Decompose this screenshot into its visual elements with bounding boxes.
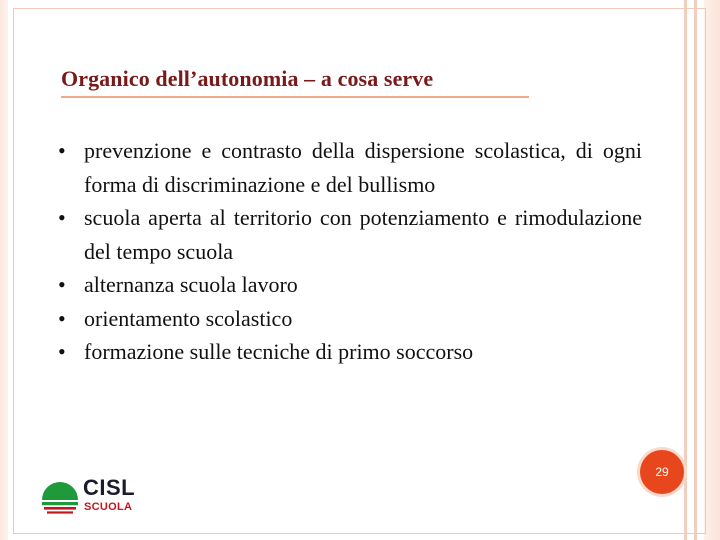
bullet-item xyxy=(58,201,642,268)
bullet-list xyxy=(58,134,642,369)
logo-subtitle: SCUOLA xyxy=(84,501,133,513)
title-underline xyxy=(61,96,529,98)
bullet-glyph: • xyxy=(58,305,66,331)
bullet-item xyxy=(58,335,642,369)
bullet-text: prevenzione e contrasto della dispersione scolastica, di ogni forma di discriminazione e del bullismo xyxy=(84,138,642,197)
bullet-text: formazione sulle tecniche di primo soccorso xyxy=(84,339,474,364)
bullet-item xyxy=(58,134,642,201)
bullet-glyph: • xyxy=(58,272,66,297)
page-number: 29 xyxy=(655,465,669,479)
bullet-glyph: • xyxy=(58,138,66,163)
bullet-text: alternanza scuola lavoro xyxy=(84,272,298,297)
bullet-item xyxy=(58,302,642,336)
cisl-scuola-logo xyxy=(40,474,150,520)
page-number-badge xyxy=(640,450,684,494)
right-decorative-stripe xyxy=(704,0,720,540)
left-decorative-stripe xyxy=(0,0,8,540)
bullet-text: scuola aperta al territorio con potenziamento e rimodulazione del tempo scuola xyxy=(84,205,642,264)
cisl-logo-icon xyxy=(40,474,80,516)
bullet-item xyxy=(58,268,642,302)
bullet-glyph: • xyxy=(58,205,66,230)
logo-name: CISL xyxy=(83,475,136,500)
bullet-glyph: • xyxy=(58,339,66,364)
slide-title: Organico dell’autonomia – a cosa serve xyxy=(61,66,434,91)
bullet-text: orientamento scolastico xyxy=(84,305,293,331)
